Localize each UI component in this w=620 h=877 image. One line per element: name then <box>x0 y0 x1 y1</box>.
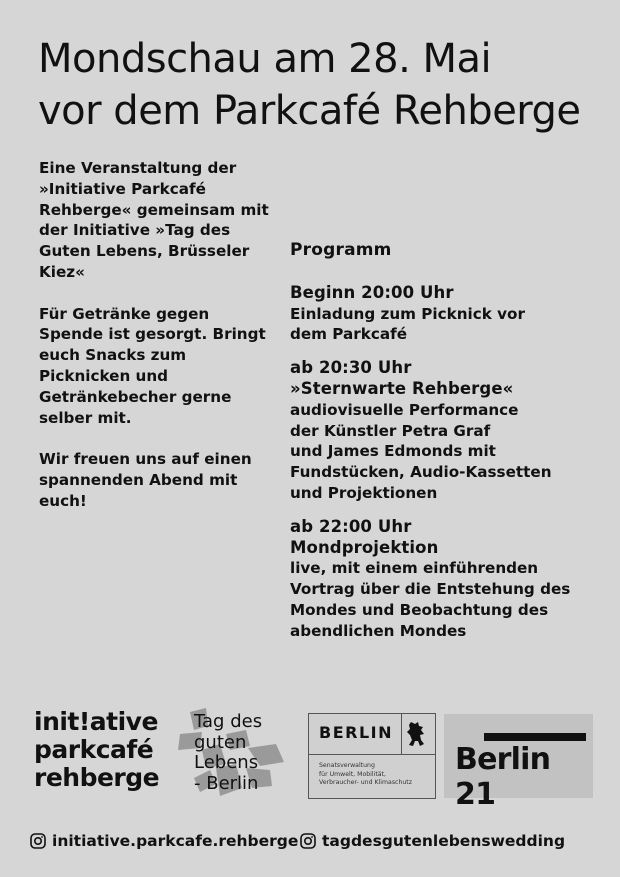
program-time: Beginn 20:00 Uhr <box>290 282 454 302</box>
program-description: Einladung zum Picknick vor dem Parkcafé <box>290 304 525 344</box>
program-description: audiovisuelle Performance der Künstler Petra Graf und James Edmonds mit Fundstücken, Audio-Kassetten und Projektionen <box>290 400 552 502</box>
logo-row <box>0 700 620 810</box>
program-item <box>290 283 590 345</box>
program-item <box>290 358 590 504</box>
title-line-2: vor dem Parkcafé Rehberge <box>38 88 581 134</box>
initiative-parkcafe-logo: init!ative parkcafé rehberge <box>34 707 160 792</box>
intro-paragraph-1: Eine Veranstaltung der »Initiative Parkcafé Rehberge« gemeinsam mit der Initiative »Tag des Guten Lebens, Brüsseler Kiez« <box>39 159 269 281</box>
program-section <box>290 240 590 655</box>
program-event: »Sternwarte Rehberge« <box>290 378 514 398</box>
tag-des-guten-lebens-logo: Tag des guten Lebens - Berlin <box>176 704 286 804</box>
instagram-icon <box>30 833 46 849</box>
program-item <box>290 517 590 642</box>
berlin-senate-logo: BERLIN Senatsverwaltung für Umwelt, Mobilität, Verbraucher- und Klimaschutz <box>308 713 436 799</box>
instagram-handle: initiative.parkcafe.rehberge <box>52 832 299 850</box>
instagram-icon <box>300 833 316 849</box>
program-description: live, mit einem einführenden Vortrag über die Entstehung des Mondes und Beobachtung des abendlichen Mondes <box>290 559 571 640</box>
berlin-bear-icon <box>405 720 427 748</box>
instagram-link-initiative[interactable] <box>30 832 298 850</box>
program-time: ab 22:00 Uhr <box>290 516 412 536</box>
berlin21-logo: Berlin 21 <box>444 714 593 798</box>
instagram-handle: tagdesgutenlebenswedding <box>322 832 566 850</box>
title-line-1: Mondschau am 28. Mai <box>38 36 492 82</box>
page-title <box>38 33 598 137</box>
instagram-link-tagdesgutenlebens[interactable] <box>300 832 565 850</box>
program-event: Mondprojektion <box>290 537 439 557</box>
program-heading: Programm <box>290 240 392 260</box>
intro-text <box>39 158 269 532</box>
program-time: ab 20:30 Uhr <box>290 358 412 378</box>
intro-paragraph-3: Wir freuen uns auf einen spannenden Abend mit euch! <box>39 450 252 510</box>
intro-paragraph-2: Für Getränke gegen Spende ist gesorgt. Bringt euch Snacks zum Picknicken und Getränkebecher gerne selber mit. <box>39 304 266 427</box>
